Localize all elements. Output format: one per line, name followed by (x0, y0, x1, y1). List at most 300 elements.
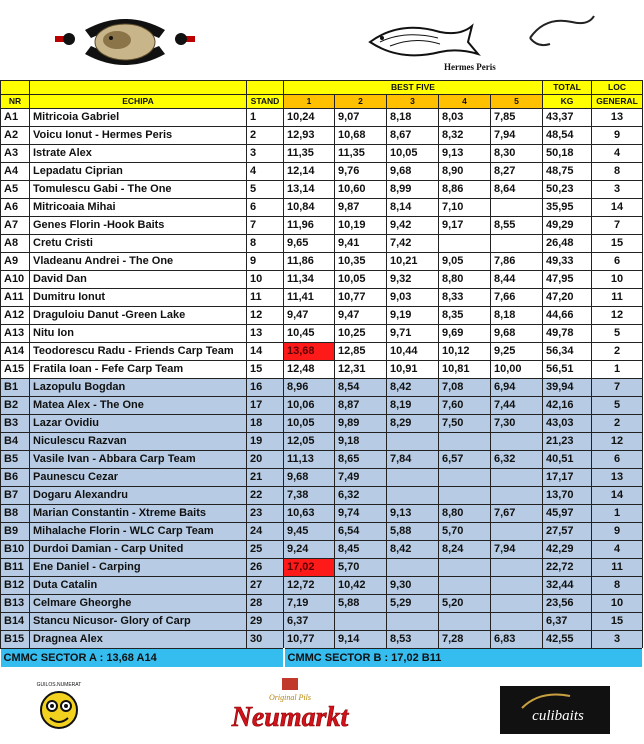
cell-loc: 8 (592, 577, 643, 595)
cell-score-5 (491, 613, 543, 631)
cell-score-1: 11,34 (284, 271, 335, 289)
cell-score-4: 8,03 (439, 109, 491, 127)
cell-total: 42,55 (543, 631, 592, 649)
cell-nr: A8 (1, 235, 30, 253)
cell-stand: 15 (247, 361, 284, 379)
table-row (1, 469, 643, 487)
cell-nr: A9 (1, 253, 30, 271)
cell-score-5: 7,85 (491, 109, 543, 127)
cell-score-4: 8,24 (439, 541, 491, 559)
cell-nr: B6 (1, 469, 30, 487)
cell-score-4: 8,86 (439, 181, 491, 199)
cell-score-1: 11,13 (284, 451, 335, 469)
cell-score-2: 9,76 (335, 163, 387, 181)
header-empty-stand (247, 81, 284, 95)
hermes-peris-logo (360, 14, 496, 74)
table-row (1, 559, 643, 577)
cell-total: 23,56 (543, 595, 592, 613)
neumarkt-tagline: Original Pils (268, 693, 312, 702)
cell-total: 42,16 (543, 397, 592, 415)
cell-score-3: 9,32 (387, 271, 439, 289)
cell-score-1: 10,06 (284, 397, 335, 415)
cell-score-2: 7,49 (335, 469, 387, 487)
cell-team: Teodorescu Radu - Friends Carp Team (30, 343, 247, 361)
cell-loc: 11 (592, 289, 643, 307)
table-row (1, 505, 643, 523)
header-score-1: 1 (284, 95, 335, 109)
cell-score-1: 10,84 (284, 199, 335, 217)
cell-nr: A1 (1, 109, 30, 127)
table-row (1, 181, 643, 199)
neumarkt-wordmark: Neumarkt (231, 702, 349, 733)
table-row (1, 631, 643, 649)
cell-team: Istrate Alex (30, 145, 247, 163)
cell-loc: 12 (592, 307, 643, 325)
cell-total: 56,51 (543, 361, 592, 379)
table-row (1, 145, 643, 163)
cell-score-2: 10,35 (335, 253, 387, 271)
cell-score-4: 7,10 (439, 199, 491, 217)
cell-score-4: 8,90 (439, 163, 491, 181)
cell-team: David Dan (30, 271, 247, 289)
cell-score-2: 10,25 (335, 325, 387, 343)
cell-team: Fratila Ioan - Fefe Carp Team (30, 361, 247, 379)
cell-stand: 5 (247, 181, 284, 199)
cell-team: Ene Daniel - Carping (30, 559, 247, 577)
cell-score-3: 8,18 (387, 109, 439, 127)
cell-nr: B12 (1, 577, 30, 595)
cell-team: Celmare Gheorghe (30, 595, 247, 613)
cell-score-1: 10,63 (284, 505, 335, 523)
cell-stand: 2 (247, 127, 284, 145)
cell-score-3 (387, 469, 439, 487)
cell-score-2: 8,45 (335, 541, 387, 559)
cell-score-4: 5,20 (439, 595, 491, 613)
header-empty-team (30, 81, 247, 95)
cell-score-5 (491, 487, 543, 505)
cell-score-2: 9,87 (335, 199, 387, 217)
cell-score-2: 10,60 (335, 181, 387, 199)
cell-score-2: 11,35 (335, 145, 387, 163)
cell-loc: 9 (592, 127, 643, 145)
header-score-2: 2 (335, 95, 387, 109)
cell-score-1: 9,65 (284, 235, 335, 253)
cell-stand: 23 (247, 505, 284, 523)
cell-team: Duta Catalin (30, 577, 247, 595)
cell-score-5: 8,27 (491, 163, 543, 181)
cell-score-3: 9,42 (387, 217, 439, 235)
cell-score-5: 7,94 (491, 127, 543, 145)
cell-score-4: 8,33 (439, 289, 491, 307)
cell-nr: B4 (1, 433, 30, 451)
cell-loc: 8 (592, 163, 643, 181)
footer-row (1, 649, 643, 668)
cell-nr: B15 (1, 631, 30, 649)
cell-nr: A5 (1, 181, 30, 199)
cell-score-2: 9,74 (335, 505, 387, 523)
table-row (1, 289, 643, 307)
table-row (1, 307, 643, 325)
header-row-top (1, 81, 643, 95)
cell-score-2: 10,77 (335, 289, 387, 307)
cell-score-3: 10,44 (387, 343, 439, 361)
cell-nr: A4 (1, 163, 30, 181)
cell-score-2: 9,18 (335, 433, 387, 451)
cell-score-1: 7,19 (284, 595, 335, 613)
cell-score-2: 12,31 (335, 361, 387, 379)
cell-total: 47,95 (543, 271, 592, 289)
results-table (0, 80, 644, 667)
cell-score-4: 5,70 (439, 523, 491, 541)
cell-stand: 9 (247, 253, 284, 271)
cell-score-1: 10,24 (284, 109, 335, 127)
cell-loc: 11 (592, 559, 643, 577)
table-row (1, 433, 643, 451)
cell-nr: B7 (1, 487, 30, 505)
table-row (1, 199, 643, 217)
cell-loc: 1 (592, 361, 643, 379)
cell-score-2: 9,07 (335, 109, 387, 127)
cell-team: Dragnea Alex (30, 631, 247, 649)
header-empty-nr (1, 81, 30, 95)
cell-loc: 14 (592, 199, 643, 217)
cell-score-4 (439, 487, 491, 505)
culibaits-wordmark: culibaits (532, 708, 584, 724)
cell-score-1: 11,41 (284, 289, 335, 307)
cell-score-1: 17,02 (284, 559, 335, 577)
cell-score-2: 9,14 (335, 631, 387, 649)
cell-score-3: 8,67 (387, 127, 439, 145)
cell-nr: A6 (1, 199, 30, 217)
cell-score-3: 8,42 (387, 541, 439, 559)
cell-score-5 (491, 523, 543, 541)
cell-nr: B1 (1, 379, 30, 397)
cell-total: 49,29 (543, 217, 592, 235)
cell-total: 42,29 (543, 541, 592, 559)
header-score-3: 3 (387, 95, 439, 109)
cell-team: Cretu Cristi (30, 235, 247, 253)
cell-score-2: 8,87 (335, 397, 387, 415)
cell-score-3 (387, 487, 439, 505)
cell-stand: 11 (247, 289, 284, 307)
cell-nr: A14 (1, 343, 30, 361)
cell-score-3: 10,05 (387, 145, 439, 163)
cell-team: Matea Alex - The One (30, 397, 247, 415)
cell-score-5: 8,55 (491, 217, 543, 235)
cell-score-2: 10,05 (335, 271, 387, 289)
cell-nr: A3 (1, 145, 30, 163)
table-row (1, 343, 643, 361)
cell-stand: 17 (247, 397, 284, 415)
cell-score-4: 9,17 (439, 217, 491, 235)
cell-score-4: 9,69 (439, 325, 491, 343)
table-row (1, 271, 643, 289)
cell-score-3: 5,29 (387, 595, 439, 613)
cell-stand: 22 (247, 487, 284, 505)
cell-nr: B2 (1, 397, 30, 415)
cell-nr: A12 (1, 307, 30, 325)
cell-score-1: 9,24 (284, 541, 335, 559)
cell-team: Lazopulu Bogdan (30, 379, 247, 397)
table-row (1, 577, 643, 595)
cell-total: 6,37 (543, 613, 592, 631)
cell-score-3: 7,84 (387, 451, 439, 469)
cell-loc: 4 (592, 145, 643, 163)
cell-team: Nitu Ion (30, 325, 247, 343)
cell-total: 39,94 (543, 379, 592, 397)
cell-score-4: 7,50 (439, 415, 491, 433)
cell-total: 47,20 (543, 289, 592, 307)
table-row (1, 379, 643, 397)
cell-score-1: 9,45 (284, 523, 335, 541)
cell-stand: 26 (247, 559, 284, 577)
cell-score-2: 9,41 (335, 235, 387, 253)
cell-score-1: 12,72 (284, 577, 335, 595)
cell-loc: 13 (592, 469, 643, 487)
cell-score-3 (387, 433, 439, 451)
cell-total: 43,03 (543, 415, 592, 433)
neumarkt-logo (210, 676, 370, 738)
cell-score-5 (491, 577, 543, 595)
cell-score-4 (439, 613, 491, 631)
cell-score-2: 12,85 (335, 343, 387, 361)
cell-score-5: 7,94 (491, 541, 543, 559)
cell-score-2: 10,42 (335, 577, 387, 595)
cell-score-4: 10,12 (439, 343, 491, 361)
cell-stand: 30 (247, 631, 284, 649)
cell-loc: 1 (592, 505, 643, 523)
cell-score-1: 11,96 (284, 217, 335, 235)
cell-team: Mitricoaia Mihai (30, 199, 247, 217)
cell-score-3: 9,30 (387, 577, 439, 595)
cell-total: 26,48 (543, 235, 592, 253)
header-total: TOTAL (543, 81, 592, 95)
cell-score-5: 7,30 (491, 415, 543, 433)
cell-stand: 4 (247, 163, 284, 181)
cell-score-1: 12,05 (284, 433, 335, 451)
cell-score-3 (387, 613, 439, 631)
cell-loc: 6 (592, 451, 643, 469)
cell-score-5: 8,18 (491, 307, 543, 325)
cell-score-2: 5,70 (335, 559, 387, 577)
cell-stand: 29 (247, 613, 284, 631)
cell-score-5: 9,68 (491, 325, 543, 343)
cell-stand: 13 (247, 325, 284, 343)
cell-nr: B11 (1, 559, 30, 577)
cell-team: Vasile Ivan - Abbara Carp Team (30, 451, 247, 469)
cell-score-1: 10,05 (284, 415, 335, 433)
cell-total: 17,17 (543, 469, 592, 487)
cell-team: Stancu Nicusor- Glory of Carp (30, 613, 247, 631)
cell-loc: 13 (592, 109, 643, 127)
cell-team: Marian Constantin - Xtreme Baits (30, 505, 247, 523)
cell-score-1: 12,48 (284, 361, 335, 379)
cell-nr: A11 (1, 289, 30, 307)
header-stand: STAND (247, 95, 284, 109)
cell-loc: 7 (592, 379, 643, 397)
cell-nr: B10 (1, 541, 30, 559)
cell-score-3: 7,42 (387, 235, 439, 253)
table-row (1, 523, 643, 541)
cell-loc: 10 (592, 271, 643, 289)
header-loc: LOC (592, 81, 643, 95)
cell-score-5: 7,66 (491, 289, 543, 307)
cell-score-3: 9,68 (387, 163, 439, 181)
cell-score-1: 9,47 (284, 307, 335, 325)
header-nr: NR (1, 95, 30, 109)
cell-score-3: 5,88 (387, 523, 439, 541)
cell-score-2: 9,47 (335, 307, 387, 325)
cell-score-4 (439, 559, 491, 577)
cell-stand: 20 (247, 451, 284, 469)
cell-loc: 4 (592, 541, 643, 559)
cell-score-5 (491, 559, 543, 577)
cell-stand: 24 (247, 523, 284, 541)
cell-score-3: 9,71 (387, 325, 439, 343)
cell-score-4: 7,28 (439, 631, 491, 649)
cell-stand: 14 (247, 343, 284, 361)
table-row (1, 397, 643, 415)
cell-score-4: 8,80 (439, 271, 491, 289)
cell-stand: 28 (247, 595, 284, 613)
cell-score-4 (439, 469, 491, 487)
cell-score-1: 9,68 (284, 469, 335, 487)
cell-total: 44,66 (543, 307, 592, 325)
cell-score-2: 8,65 (335, 451, 387, 469)
cell-team: Mitricoia Gabriel (30, 109, 247, 127)
carp-united-logo (55, 10, 195, 72)
cell-stand: 16 (247, 379, 284, 397)
cell-stand: 25 (247, 541, 284, 559)
header-score-4: 4 (439, 95, 491, 109)
cell-stand: 12 (247, 307, 284, 325)
cell-score-4 (439, 433, 491, 451)
cell-nr: A7 (1, 217, 30, 235)
cell-score-3: 9,19 (387, 307, 439, 325)
cell-stand: 19 (247, 433, 284, 451)
cell-score-5: 10,00 (491, 361, 543, 379)
cell-score-1: 7,38 (284, 487, 335, 505)
cell-score-1: 6,37 (284, 613, 335, 631)
cell-score-4: 8,32 (439, 127, 491, 145)
guilos-logo-text: GUILOS.NUMERAT (36, 682, 82, 688)
cell-total: 35,95 (543, 199, 592, 217)
cell-team: Paunescu Cezar (30, 469, 247, 487)
cell-stand: 21 (247, 469, 284, 487)
cell-score-1: 12,14 (284, 163, 335, 181)
cell-score-3: 10,91 (387, 361, 439, 379)
cell-score-1: 11,86 (284, 253, 335, 271)
cell-score-1: 12,93 (284, 127, 335, 145)
cell-loc: 5 (592, 325, 643, 343)
cell-loc: 15 (592, 235, 643, 253)
cell-team: Draguloiu Danut -Green Lake (30, 307, 247, 325)
cell-loc: 12 (592, 433, 643, 451)
cell-score-5: 6,32 (491, 451, 543, 469)
cell-score-3: 9,13 (387, 505, 439, 523)
cell-nr: A10 (1, 271, 30, 289)
cell-score-3: 8,42 (387, 379, 439, 397)
culibaits-logo (500, 686, 610, 734)
hook-logo (510, 8, 600, 63)
cell-score-2: 9,89 (335, 415, 387, 433)
cell-loc: 7 (592, 217, 643, 235)
cell-score-3: 8,53 (387, 631, 439, 649)
cell-stand: 6 (247, 199, 284, 217)
cell-score-2: 5,88 (335, 595, 387, 613)
cell-total: 32,44 (543, 577, 592, 595)
cell-nr: B13 (1, 595, 30, 613)
table-row (1, 235, 643, 253)
cell-score-1: 10,77 (284, 631, 335, 649)
cell-score-5: 7,67 (491, 505, 543, 523)
cell-score-3: 8,29 (387, 415, 439, 433)
cell-total: 40,51 (543, 451, 592, 469)
cell-nr: B5 (1, 451, 30, 469)
cell-total: 48,54 (543, 127, 592, 145)
cell-score-2 (335, 613, 387, 631)
cell-loc: 2 (592, 415, 643, 433)
cell-nr: B3 (1, 415, 30, 433)
cell-score-2: 10,19 (335, 217, 387, 235)
cell-nr: B8 (1, 505, 30, 523)
top-logos (0, 0, 642, 80)
header-kg: KG (543, 95, 592, 109)
cell-loc: 10 (592, 595, 643, 613)
cell-loc: 3 (592, 181, 643, 199)
cell-score-3: 8,14 (387, 199, 439, 217)
cell-loc: 3 (592, 631, 643, 649)
cell-score-4: 7,60 (439, 397, 491, 415)
cell-score-1: 13,14 (284, 181, 335, 199)
cell-stand: 1 (247, 109, 284, 127)
cell-team: Tomulescu Gabi - The One (30, 181, 247, 199)
sector-b-result: CMMC SECTOR B : 17,02 B11 (284, 649, 643, 668)
header-echipa: ECHIPA (30, 95, 247, 109)
cell-total: 49,78 (543, 325, 592, 343)
cell-score-5 (491, 595, 543, 613)
guilos-logo (30, 678, 88, 738)
cell-team: Niculescu Razvan (30, 433, 247, 451)
cell-loc: 6 (592, 253, 643, 271)
cell-total: 50,23 (543, 181, 592, 199)
table-row (1, 163, 643, 181)
table-row (1, 487, 643, 505)
cell-team: Vladeanu Andrei - The One (30, 253, 247, 271)
table-row (1, 541, 643, 559)
cell-score-2: 8,54 (335, 379, 387, 397)
cell-score-1: 11,35 (284, 145, 335, 163)
cell-score-5 (491, 433, 543, 451)
table-row (1, 361, 643, 379)
cell-score-3 (387, 559, 439, 577)
cell-nr: A15 (1, 361, 30, 379)
cell-total: 22,72 (543, 559, 592, 577)
cell-score-5: 8,64 (491, 181, 543, 199)
cell-total: 49,33 (543, 253, 592, 271)
cell-stand: 8 (247, 235, 284, 253)
header-general: GENERAL (592, 95, 643, 109)
cell-score-1: 10,45 (284, 325, 335, 343)
cell-nr: B14 (1, 613, 30, 631)
cell-score-5 (491, 235, 543, 253)
cell-nr: A2 (1, 127, 30, 145)
cell-score-1: 13,68 (284, 343, 335, 361)
cell-score-5: 7,86 (491, 253, 543, 271)
cell-score-5: 8,44 (491, 271, 543, 289)
table-row (1, 109, 643, 127)
cell-team: Genes Florin -Hook Baits (30, 217, 247, 235)
